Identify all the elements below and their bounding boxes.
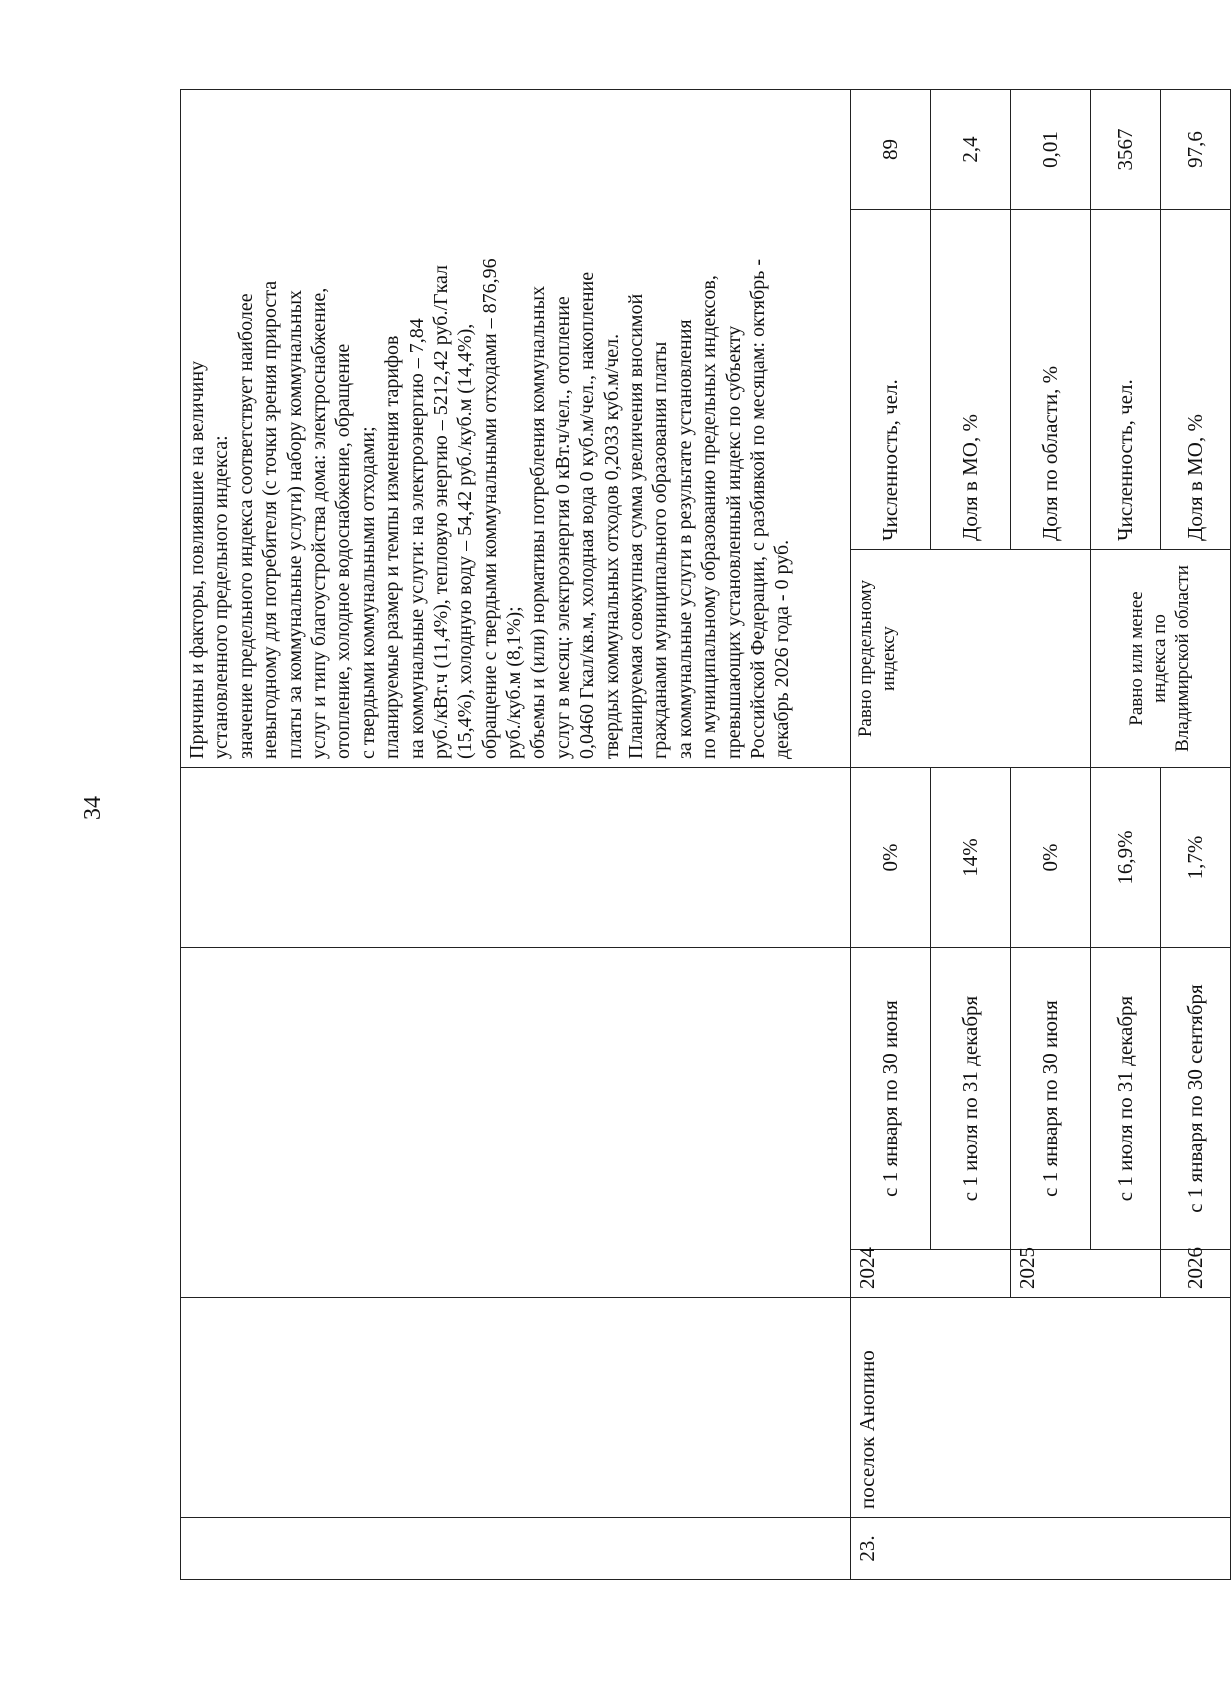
reasons-line: гражданами муниципального образования платы [649, 341, 672, 759]
reasons-line: декабрь 2026 года - 0 руб. [771, 539, 794, 759]
reasons-line: обращение с твердыми коммунальными отходами – 876,96 [478, 258, 501, 759]
reasons-line: 0,0460 Гкал/кв.м, холодная вода 0 куб.м/чел., накопление [576, 271, 599, 759]
period-cell: с 1 июля по 31 декабря [1091, 948, 1161, 1250]
index-cell: 16,9% [1091, 768, 1161, 948]
metric-value: 0,01 [1011, 90, 1091, 210]
index-table [180, 89, 1231, 1580]
reasons-line: превышающих установленный индекс по субъекту [722, 325, 745, 759]
rotated-table-container [180, 90, 1230, 1580]
reasons-line: твердых коммунальных отходов 0,2033 куб.м/чел. [600, 333, 623, 759]
metric-value: 97,6 [1161, 90, 1231, 210]
empty-cell [181, 1518, 851, 1580]
period-cell: с 1 января по 30 сентября [1161, 948, 1231, 1250]
index-cell: 1,7% [1161, 768, 1231, 948]
reasons-line: руб./куб.м (8,1%); [503, 606, 526, 759]
group-label: Равно предельному индексу [851, 550, 1091, 768]
year-cell: 2025 [1011, 1250, 1161, 1298]
reasons-line: невыгодному для потребителя (с точки зрения прироста [259, 280, 282, 759]
reasons-line: (15,4%), холодную воду – 54,42 руб./куб.м (14,4%), [454, 323, 477, 759]
reasons-line: установленного предельного индекса: [210, 435, 233, 759]
empty-cell [181, 948, 851, 1298]
reasons-line: за коммунальные услуги в результате установления [673, 319, 696, 759]
group-label: Равно или менее индекса по Владимирской области [1091, 550, 1231, 768]
row-number: 23. [851, 1518, 1231, 1580]
period-cell: с 1 июля по 31 декабря [931, 948, 1011, 1250]
metric-value: 89 [851, 90, 931, 210]
year-cell: 2024 [851, 1250, 1011, 1298]
period-cell: с 1 января по 30 июня [1011, 948, 1091, 1250]
reasons-line: по муниципальному образованию предельных индексов, [698, 275, 721, 759]
reasons-line: объемы и (или) нормативы потребления коммунальных [527, 285, 550, 759]
index-cell: 0% [1011, 768, 1091, 948]
reasons-line: отопление, холодное водоснабжение, обращение [332, 343, 355, 759]
reasons-line: платы за коммунальные услуги) набору коммунальных [283, 289, 306, 759]
reasons-line: услуг в месяц: электроэнергия 0 кВт.ч/чел., отопление [551, 296, 574, 759]
settlement-name: поселок Анопино [851, 1298, 1231, 1518]
reasons-line: руб./кВт.ч (11,4%), тепловую энергию – 5212,42 руб./Гкал [429, 264, 452, 759]
metric-value: 2,4 [931, 90, 1011, 210]
reasons-line: Планируемая совокупная сумма увеличения вносимой [625, 293, 648, 759]
reasons-line: услуг и типу благоустройства дома: электроснабжение, [307, 287, 330, 759]
metric-value: 3567 [1091, 90, 1161, 210]
reasons-line: Причины и факторы, повлиявшие на величину [186, 360, 208, 759]
metric-name: Численность, чел. [851, 210, 931, 550]
empty-cell [181, 1298, 851, 1518]
reasons-cell [181, 90, 851, 768]
year-cell: 2026 [1161, 1250, 1231, 1298]
period-cell: с 1 января по 30 июня [851, 948, 931, 1250]
reasons-line: планируемые размер и темпы изменения тарифов [381, 335, 404, 759]
metric-name: Доля по области, % [1011, 210, 1091, 550]
reasons-line: с твердыми коммунальными отходами; [356, 426, 379, 759]
table-row-reasons [181, 90, 851, 1580]
metric-name: Доля в МО, % [931, 210, 1011, 550]
table-row [851, 90, 931, 1580]
metric-name: Доля в МО, % [1161, 210, 1231, 550]
reasons-line: Российской Федерации, с разбивкой по месяцам: октябрь - [746, 258, 769, 759]
index-cell: 0% [851, 768, 931, 948]
reasons-line: на коммунальные услуги: на электроэнергию – 7,84 [405, 318, 428, 759]
metric-name: Численность, чел. [1091, 210, 1161, 550]
empty-cell [181, 768, 851, 948]
page-number: 34 [80, 796, 106, 820]
reasons-line: значение предельного индекса соответствует наиболее [234, 293, 257, 759]
index-cell: 14% [931, 768, 1011, 948]
